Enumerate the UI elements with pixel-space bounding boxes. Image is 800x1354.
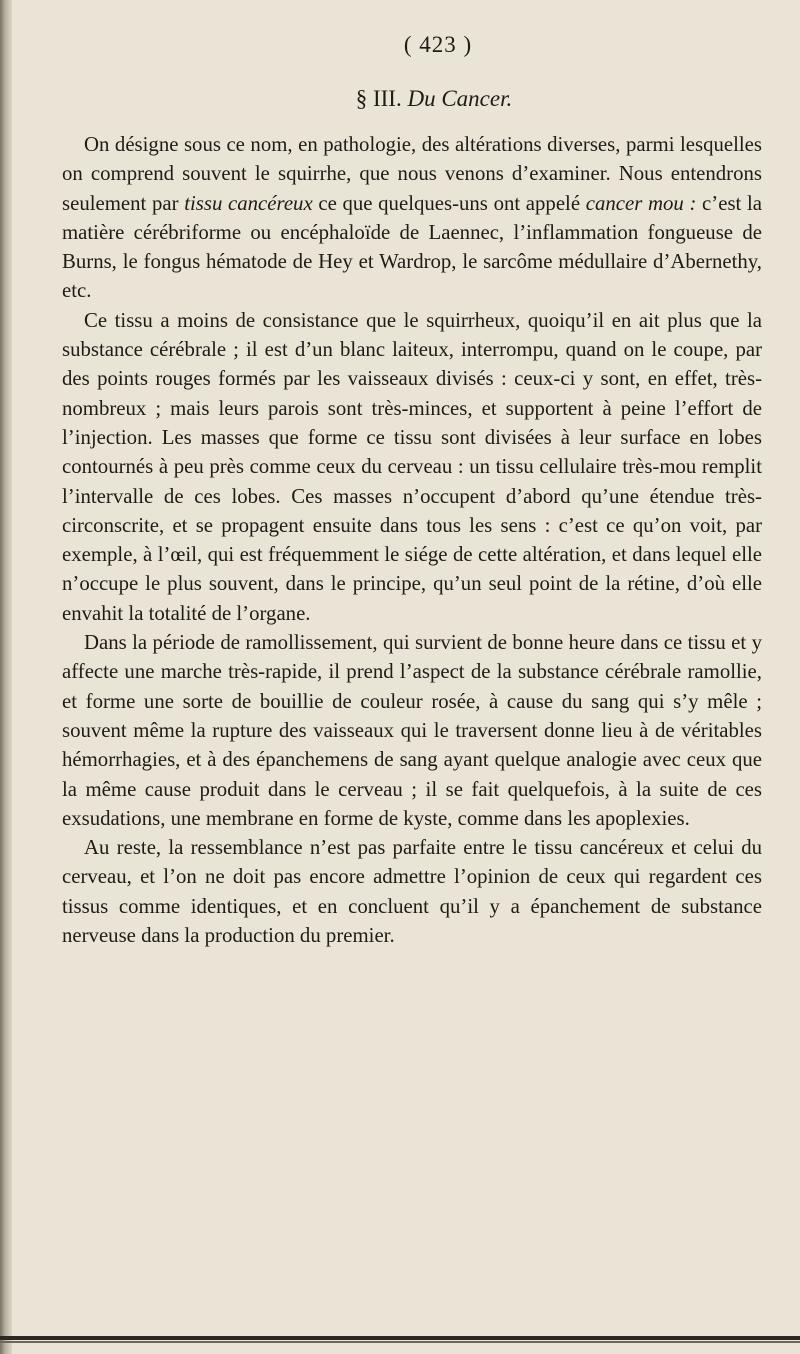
paragraph (62, 130, 762, 306)
section-title: Du Cancer. (407, 86, 513, 111)
page-number: ( 423 ) (403, 32, 473, 57)
text-run: Ce tissu a moins de consistance que le squirrheux, quoiqu’il en ait plus que la substance cérébrale ; il est d’un blanc laiteux, interrompu, quand on le coupe, par des points rouges formés par les vaisseaux divisés : ceux-ci y sont, en effet, très-nombreux ; mais leurs parois sont très-minces, et supportent à peine l’effort de l’injection. Les masses que forme ce tissu sont divisées à leur surface en lobes contournés à peu près comme ceux du cerveau : un tissu cellulaire très-mou remplit l’intervalle de ces lobes. Ces masses n’occupent d’abord qu’une étendue très-circonscrite, et se propagent ensuite dans tous les sens : c’est ce qu’on voit, par exemple, à l’œil, qui est fréquemment le siége de cette altération, et dans lequel elle n’occupe le plus souvent, dans le principe, qu’un seul point de la rétine, d’où elle envahit la totalité de l’organe. (62, 308, 762, 625)
paragraph (62, 628, 762, 833)
text-run: c’est la matière cérébriforme ou encéphaloïde de Laennec, l’inflammation fongueuse de Burns, le fongus hématode de Hey et Wardrop, le sarcôme médullaire d’Abernethy, etc. (62, 191, 762, 303)
paragraph (62, 833, 762, 950)
section-heading (106, 84, 762, 114)
section-number: § III. (355, 86, 402, 111)
italic-text: cancer mou : (585, 191, 697, 215)
text-run: Dans la période de ramollissement, qui survient de bonne heure dans ce tissu et y affecte une marche très-rapide, il prend l’aspect de la substance cérébrale ramollie, et forme une sorte de bouillie de couleur rosée, à cause du sang qui s’y mêle ; souvent même la rupture des vaisseaux qui le traversent donne lieu à de véritables hémorrhagies, et à des épanchemens de sang ayant quelque analogie avec ceux que la même cause produit dans le cerveau ; il se fait quelquefois, à la suite de ces exsudations, une membrane en forme de kyste, comme dans les apoplexies. (62, 631, 762, 830)
book-spine-shadow (0, 0, 12, 1354)
paragraph (62, 306, 762, 628)
text-run: On désigne sous ce nom, en pathologie, des altérations diverses, parmi lesquelles on comprend souvent le squirrhe, que nous venons d’examiner. Nous entendrons seulement par (62, 133, 762, 215)
book-page (62, 30, 762, 950)
page-bottom-edge (0, 1336, 800, 1340)
text-run: ce que quelques-uns ont appelé (312, 191, 586, 215)
page-bottom-edge-shadow (0, 1341, 800, 1343)
text-run: Au reste, la ressemblance n’est pas parfaite entre le tissu cancéreux et celui du cerveau, et l’on ne doit pas encore admettre l’opinion de ceux qui regardent ces tissus comme identiques, et en concluent qu’il y a épanchement de substance nerveuse dans la production du premier. (62, 836, 762, 948)
italic-text: tissu cancéreux (184, 191, 313, 215)
